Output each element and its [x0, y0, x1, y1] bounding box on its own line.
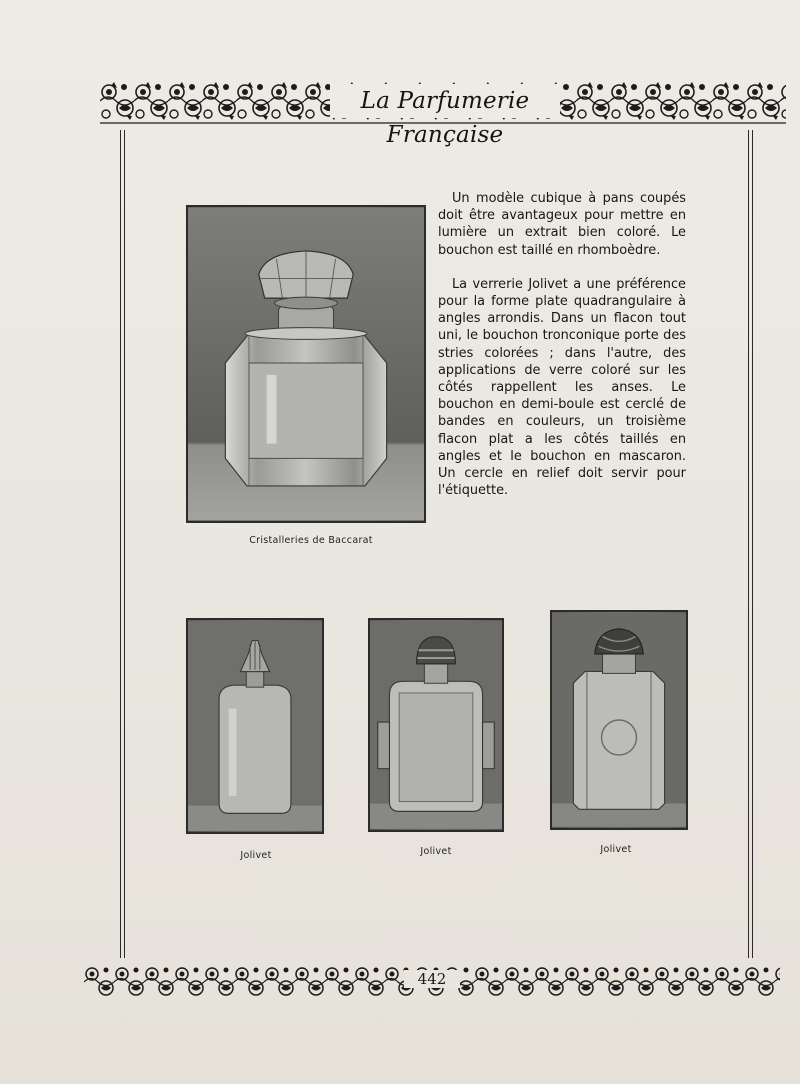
photo-jolivet-faceted-bottle	[550, 610, 688, 830]
caption-jolivet-2: Jolivet	[420, 846, 452, 857]
jolivet-flat-bottle-illustration	[188, 620, 322, 832]
paragraph-1: Un modèle cubique à pans coupés doit être avantageux pour mettre en lumière un extrait bien coloré. Le bouchon est taillé en rhomboèdre.	[438, 191, 686, 258]
header-title: La Parfumerie Française	[330, 84, 560, 118]
left-border-rule	[120, 130, 125, 958]
paragraph-2: La verrerie Jolivet a une préférence pour la forme plate quadrangulaire à angles arrondis. Dans un flacon tout uni, le bouchon tronconique porte des stries colorées ; dans l'autre, des applications de verre coloré sur les côtés rappellent les anses. Le bouchon en demi-boule est cerclé de bandes en couleurs, un troisième flacon plat a les côtés taillés en angles et le bouchon en mascaron. Un cercle en relief doit servir pour l'étiquette.	[438, 276, 686, 499]
caption-baccarat: Cristalleries de Baccarat	[249, 535, 373, 546]
jolivet-faceted-bottle-illustration	[552, 612, 686, 828]
caption-jolivet-3: Jolivet	[600, 844, 632, 855]
photo-jolivet-handled-bottle	[368, 618, 504, 832]
right-border-rule	[748, 130, 753, 958]
jolivet-handled-bottle-illustration	[370, 620, 502, 830]
article-text	[438, 190, 686, 516]
caption-jolivet-1: Jolivet	[240, 850, 272, 861]
page-number: 442	[404, 970, 460, 988]
baccarat-bottle-illustration	[188, 207, 424, 521]
photo-baccarat-bottle	[186, 205, 426, 523]
photo-jolivet-flat-bottle	[186, 618, 324, 834]
